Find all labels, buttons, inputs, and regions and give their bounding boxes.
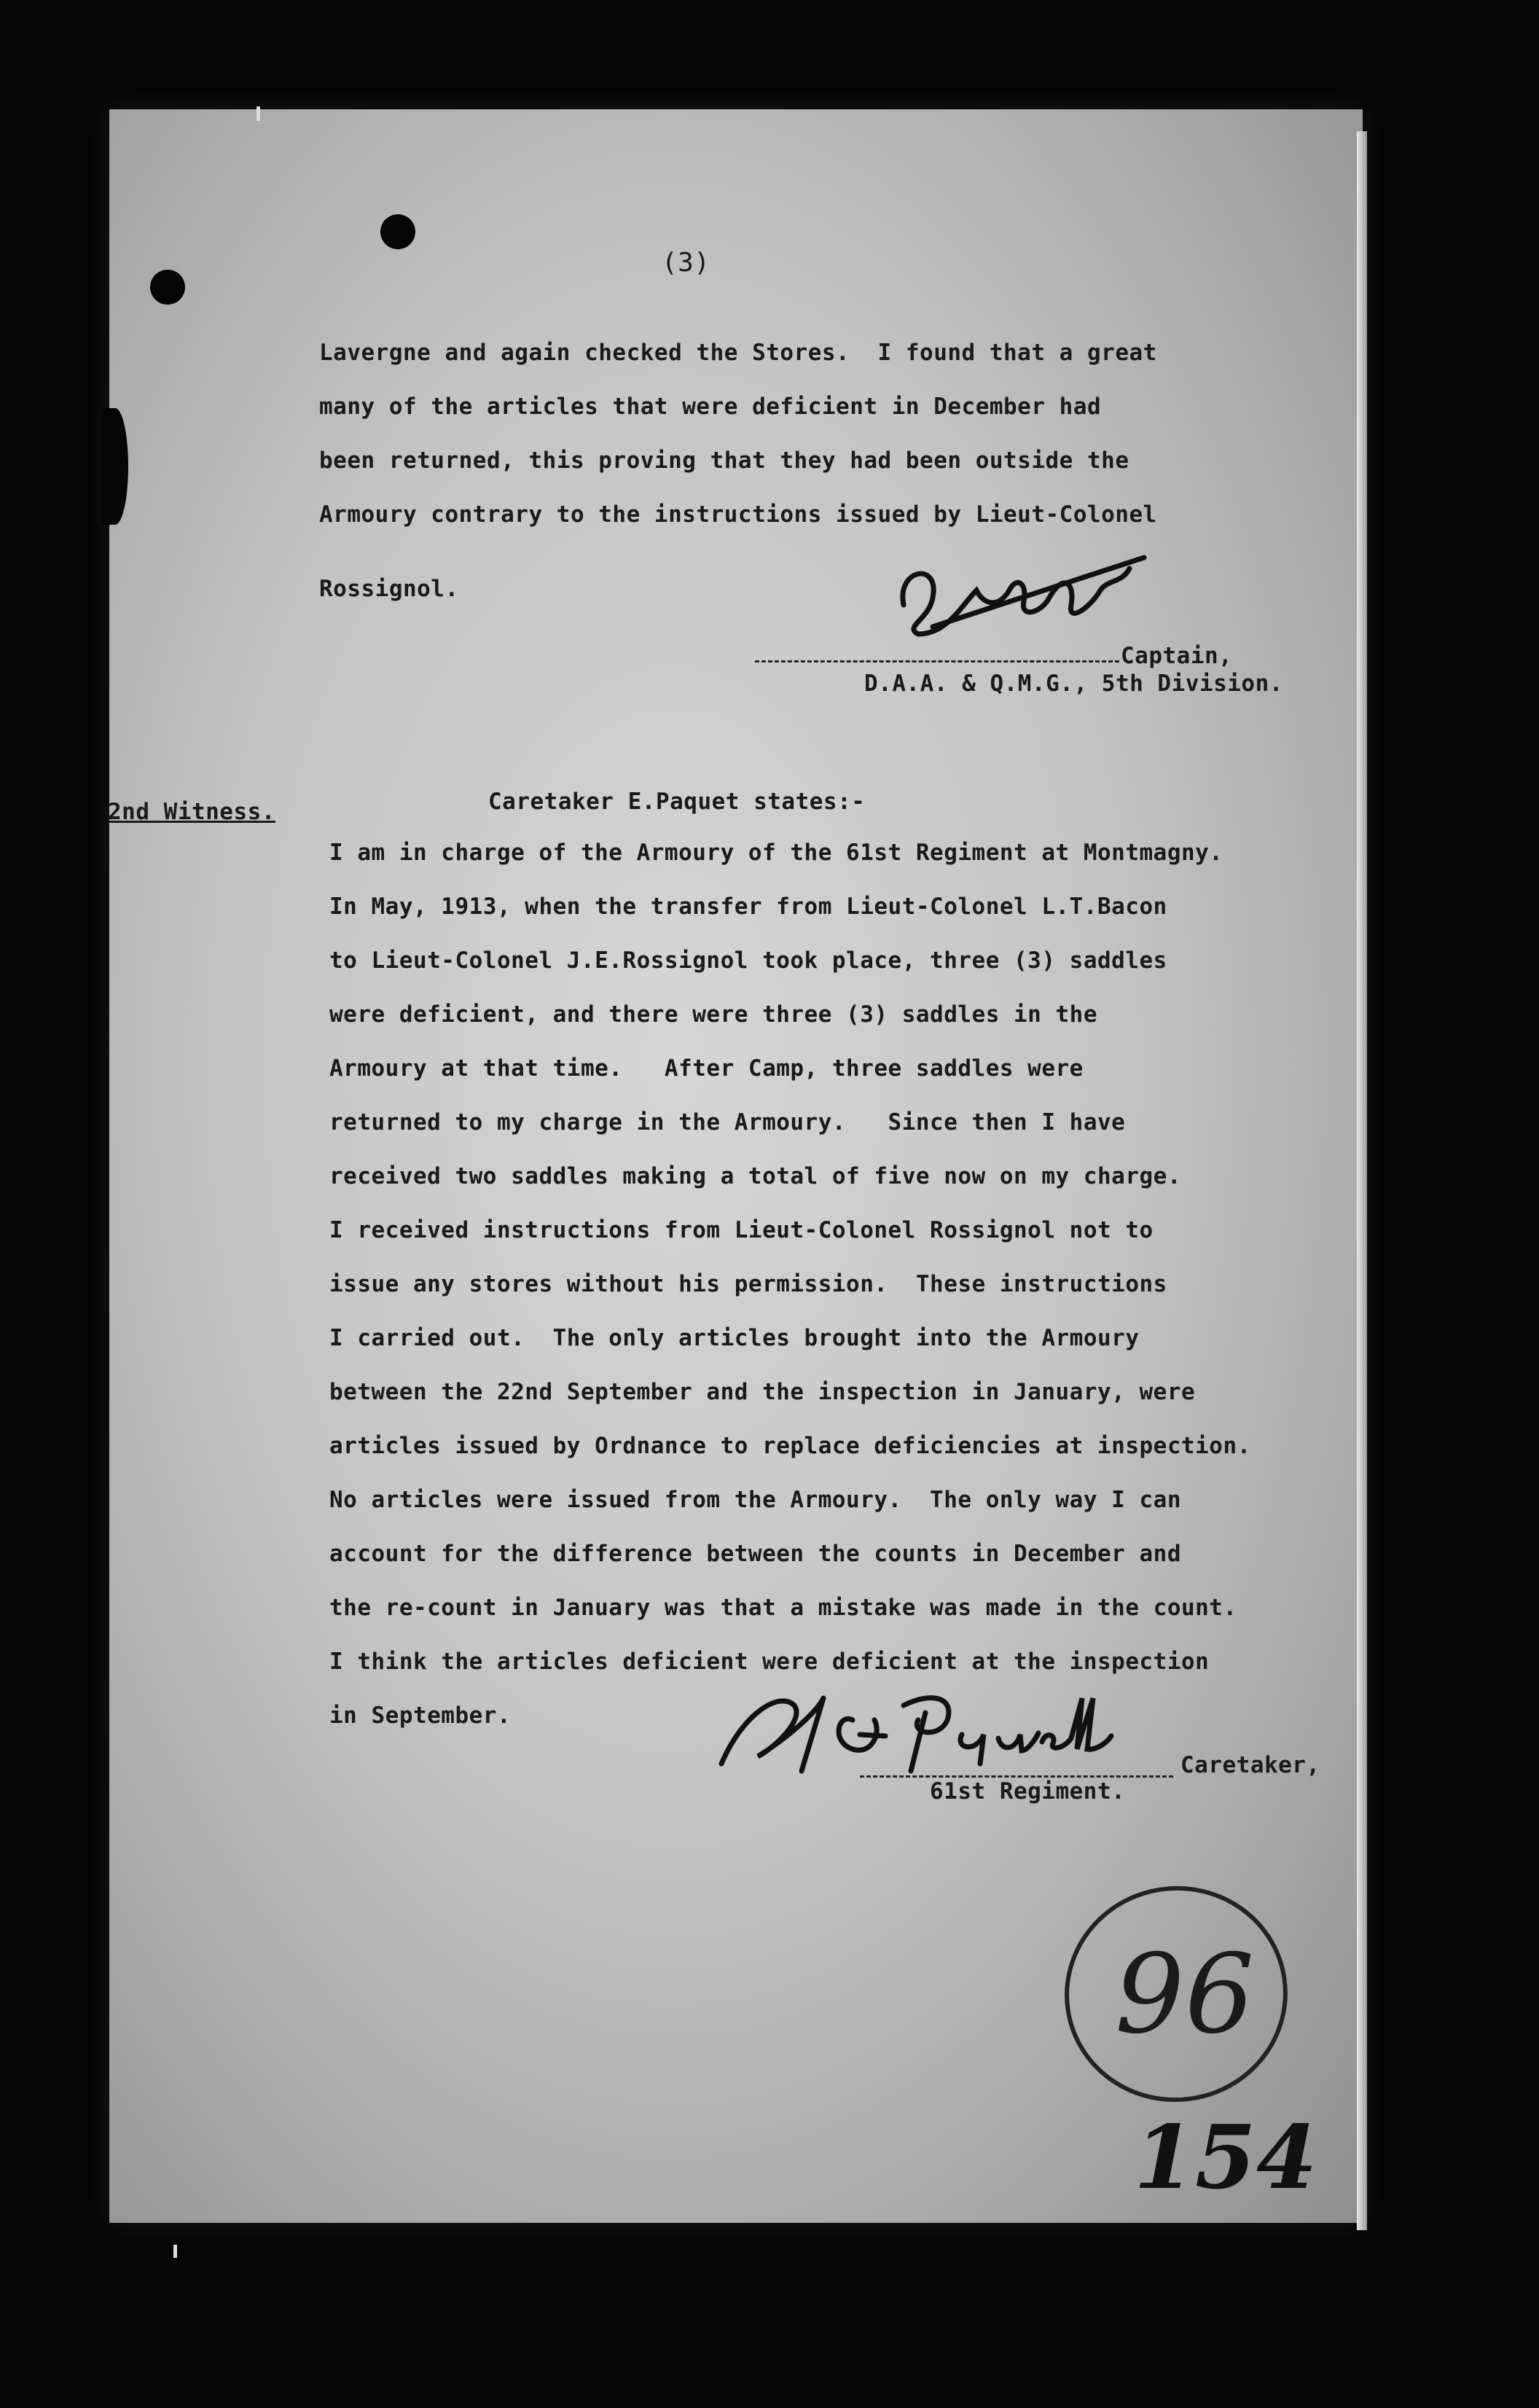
body-line: returned to my charge in the Armoury. Since then I have [329, 1109, 1126, 1135]
body-line: many of the articles that were deficient in December had [319, 394, 1102, 420]
body-line: to Lieut-Colonel J.E.Rossignol took place, three (3) saddles [329, 947, 1167, 974]
body-line: I think the articles deficient were deficient at the inspection [329, 1649, 1210, 1675]
body-line: between the 22nd September and the inspection in January, were [329, 1379, 1196, 1405]
body-line: been returned, this proving that they had been outside the [319, 447, 1129, 474]
body-line: No articles were issued from the Armoury. The only way I can [329, 1487, 1181, 1513]
punch-hole [380, 214, 415, 249]
body-line: received two saddles making a total of five now on my charge. [329, 1163, 1181, 1189]
signature-title: Caretaker, [1180, 1752, 1320, 1778]
body-line: were deficient, and there were three (3) saddles in the [329, 1001, 1097, 1028]
scan-speck [256, 106, 260, 121]
paper-tear [102, 408, 128, 525]
archive-circled-number: 96 [1115, 1931, 1255, 2058]
body-line: issue any stores without his permission. These instructions [329, 1271, 1167, 1297]
body-line: Armoury contrary to the instructions issued by Lieut-Colonel [319, 501, 1157, 528]
signature-paquette [714, 1669, 1180, 1789]
body-line: I am in charge of the Armoury of the 61st Regiment at Montmagny. [329, 840, 1223, 866]
punch-hole [150, 270, 185, 305]
body-line: In May, 1913, when the transfer from Lieut-Colonel L.T.Bacon [329, 894, 1167, 920]
signature-role: D.A.A. & Q.M.G., 5th Division. [864, 671, 1283, 697]
witness-label: 2nd Witness. [108, 799, 275, 825]
body-line: the re-count in January was that a mistake was made in the count. [329, 1595, 1237, 1621]
paper-edge [1357, 131, 1367, 2230]
archive-folio-number: 154 [1134, 2106, 1317, 2209]
page-number: (3) [662, 248, 710, 278]
body-line: Rossignol. [319, 576, 459, 602]
signature-role: 61st Regiment. [930, 1778, 1126, 1805]
signature-line [860, 1775, 1173, 1778]
body-line: Lavergne and again checked the Stores. I found that a great [319, 340, 1157, 366]
signature-pope [889, 539, 1166, 652]
signature-title: Captain, [1121, 643, 1233, 669]
body-line: in September. [329, 1703, 512, 1729]
body-line: account for the difference between the counts in December and [329, 1541, 1181, 1567]
body-line: I received instructions from Lieut-Colonel Rossignol not to [329, 1217, 1154, 1243]
scan-speck [173, 2245, 177, 2258]
body-line: articles issued by Ordnance to replace deficiencies at inspection. [329, 1433, 1251, 1459]
witness-heading: Caretaker E.Paquet states:- [488, 789, 866, 815]
body-line: Armoury at that time. After Camp, three saddles were [329, 1055, 1084, 1082]
signature-line [755, 660, 1119, 662]
body-line: I carried out. The only articles brought into the Armoury [329, 1325, 1140, 1351]
